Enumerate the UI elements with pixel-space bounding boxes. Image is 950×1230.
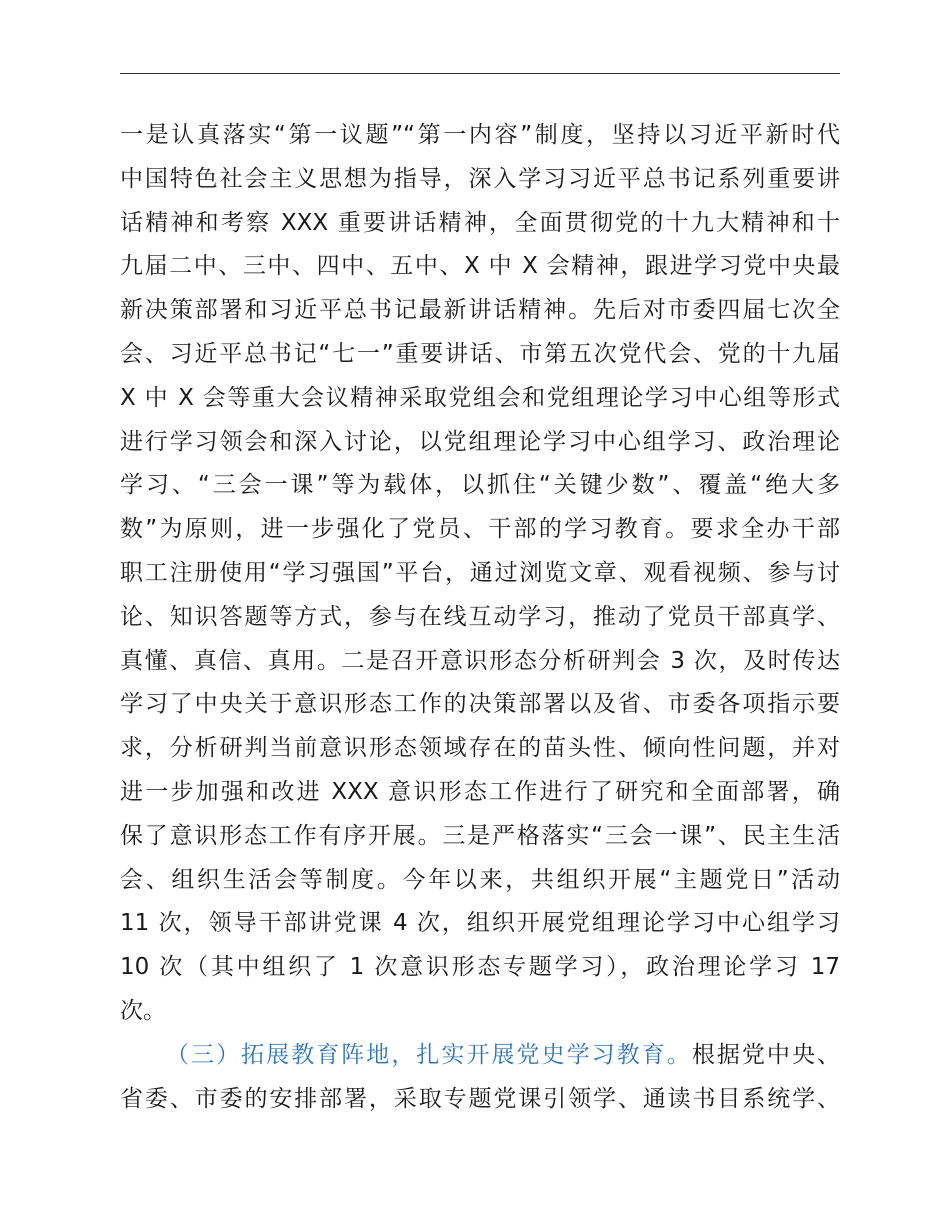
header-divider bbox=[120, 73, 840, 74]
text-line: 进行学习领会和深入讨论，以党组理论学习中心组学习、政治理论 bbox=[120, 428, 840, 455]
text-line: 11 次，领导干部讲党课 4 次，组织开展党组理论学习中心组学习 bbox=[120, 910, 840, 937]
text-line: 会、组织生活会等制度。今年以来，共组织开展“主题党日”活动 bbox=[120, 866, 840, 893]
text-line: 中国特色社会主义思想为指导，深入学习习近平总书记系列重要讲 bbox=[120, 165, 840, 192]
text-line: 保了意识形态工作有序开展。三是严格落实“三会一课”、民主生活 bbox=[120, 822, 840, 849]
text-line: 省委、市委的安排部署，采取专题党课引领学、通读书目系统学、 bbox=[120, 1085, 840, 1112]
text-line: X 中 X 会等重大会议精神采取党组会和党组理论学习中心组等形式 bbox=[120, 384, 840, 411]
text-line: 数”为原则，进一步强化了党员、干部的学习教育。要求全办干部 bbox=[120, 516, 840, 543]
section-3-text: 根据党中央、 bbox=[691, 1041, 840, 1068]
section-3-heading: （三）拓展教育阵地，扎实开展党史学习教育。 bbox=[166, 1041, 692, 1068]
text-line: 求，分析研判当前意识形态领域存在的苗头性、倾向性问题，并对 bbox=[120, 735, 840, 762]
section-3-first-line bbox=[120, 1034, 840, 1078]
text-line: 论、知识答题等方式，参与在线互动学习，推动了党员干部真学、 bbox=[120, 603, 840, 630]
text-line: 10 次（其中组织了 1 次意识形态专题学习），政治理论学习 17 bbox=[120, 954, 840, 981]
text-line: 进一步加强和改进 XXX 意识形态工作进行了研究和全面部署，确 bbox=[120, 778, 840, 805]
text-line: 学习、“三会一课”等为载体，以抓住“关键少数”、覆盖“绝大多 bbox=[120, 472, 840, 499]
text-line: 真懂、真信、真用。二是召开意识形态分析研判会 3 次，及时传达 bbox=[120, 647, 840, 674]
text-line: 话精神和考察 XXX 重要讲话精神，全面贯彻党的十九大精神和十 bbox=[120, 209, 840, 236]
text-line: 新决策部署和习近平总书记最新讲话精神。先后对市委四届七次全 bbox=[120, 297, 840, 324]
text-line: 一是认真落实“第一议题”“第一内容”制度，坚持以习近平新时代 bbox=[120, 122, 840, 148]
document-body bbox=[120, 114, 840, 1121]
text-line: 职工注册使用“学习强国”平台，通过浏览文章、观看视频、参与讨 bbox=[120, 559, 840, 586]
text-line: 学习了中央关于意识形态工作的决策部署以及省、市委各项指示要 bbox=[120, 691, 840, 718]
text-line: 会、习近平总书记“七一”重要讲话、市第五次党代会、党的十九届 bbox=[120, 340, 840, 367]
text-line: 次。 bbox=[120, 997, 166, 1024]
text-line: 九届二中、三中、四中、五中、X 中 X 会精神，跟进学习党中央最 bbox=[120, 253, 840, 280]
